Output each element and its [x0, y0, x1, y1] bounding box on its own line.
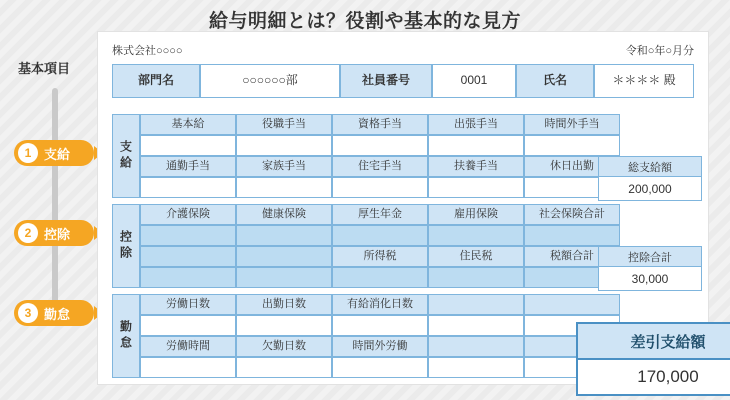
- payment-value-cell: [236, 177, 332, 198]
- payslip-sheet: [98, 32, 708, 384]
- deduction-value-cell: [524, 225, 620, 246]
- step-deduction-label: 控除: [44, 226, 71, 242]
- attendance-block: [112, 294, 620, 378]
- payment-value-cell: [332, 135, 428, 156]
- payment-header-cell: 休日出勤: [524, 156, 620, 177]
- payment-header-cell: 資格手当: [332, 114, 428, 135]
- deduction-total-box: [598, 246, 702, 291]
- gross-total-value: 200,000: [598, 177, 702, 201]
- employee-no-label: 社員番号: [340, 64, 432, 98]
- employee-info-row: [112, 64, 694, 98]
- deduction-value-cell: [140, 225, 236, 246]
- attendance-header-cell: 出勤日数: [236, 294, 332, 315]
- attendance-header-cell: 欠勤日数: [236, 336, 332, 357]
- employee-no-value: 0001: [432, 64, 516, 98]
- payment-value-cell: [140, 177, 236, 198]
- deduction-total-value: 30,000: [598, 267, 702, 291]
- net-payment-box: [576, 322, 730, 396]
- attendance-value-cell: [332, 315, 428, 336]
- company-name: 株式会社○○○○: [112, 45, 183, 57]
- attendance-grid: [140, 294, 620, 378]
- name-value: ＊＊＊＊ 殿: [594, 64, 694, 98]
- department-value: ○○○○○○部: [200, 64, 340, 98]
- deduction-header-cell: [236, 246, 332, 267]
- name-label: 氏名: [516, 64, 594, 98]
- vertical-connector: [52, 88, 58, 320]
- payment-value-cell: [140, 135, 236, 156]
- step-deduction-pill: [14, 220, 94, 246]
- attendance-header-cell: 有給消化日数: [332, 294, 428, 315]
- deduction-header-cell: 所得税: [332, 246, 428, 267]
- deduction-block: [112, 204, 620, 288]
- payment-value-cell: [236, 135, 332, 156]
- step-attendance-label: 勤怠: [44, 306, 71, 322]
- attendance-value-cell: [236, 315, 332, 336]
- payment-grid: [140, 114, 620, 198]
- payment-header-cell: 家族手当: [236, 156, 332, 177]
- attendance-header-cell: [428, 294, 524, 315]
- attendance-header-cell: [428, 336, 524, 357]
- net-payment-value: 170,000: [637, 367, 699, 386]
- payment-header-cell: 基本給: [140, 114, 236, 135]
- deduction-header-cell: 介護保険: [140, 204, 236, 225]
- attendance-value-cell: [140, 315, 236, 336]
- deduction-header-cell: [140, 246, 236, 267]
- deduction-value-cell: [332, 267, 428, 288]
- step-attendance-number: 3: [18, 303, 38, 323]
- step-deduction-number: 2: [18, 223, 38, 243]
- payment-value-cell: [428, 135, 524, 156]
- gross-total-label: 総支給額: [598, 156, 702, 177]
- step-payment-label: 支給: [44, 146, 71, 162]
- attendance-side-label: 勤怠: [112, 294, 140, 378]
- payment-value-cell: [332, 177, 428, 198]
- payment-block: [112, 114, 620, 198]
- payment-value-cell: [524, 135, 620, 156]
- deduction-total-label: 控除合計: [598, 246, 702, 267]
- deduction-header-cell: 雇用保険: [428, 204, 524, 225]
- attendance-value-cell: [236, 357, 332, 378]
- payment-header-cell: 通勤手当: [140, 156, 236, 177]
- step-deduction[interactable]: [8, 220, 100, 246]
- payment-header-cell: 役職手当: [236, 114, 332, 135]
- attendance-value-cell: [428, 315, 524, 336]
- deduction-header-cell: 住民税: [428, 246, 524, 267]
- step-payment-pill: [14, 140, 94, 166]
- deduction-value-cell: [140, 267, 236, 288]
- deduction-value-cell: [428, 225, 524, 246]
- payment-side-label: 支給: [112, 114, 140, 198]
- deduction-header-cell: 厚生年金: [332, 204, 428, 225]
- left-step-column: [8, 61, 100, 358]
- gross-total-box: [598, 156, 702, 201]
- deduction-header-cell: 税額合計: [524, 246, 620, 267]
- deduction-side-label: 控除: [112, 204, 140, 288]
- step-attendance[interactable]: [8, 300, 100, 326]
- deduction-value-cell: [236, 225, 332, 246]
- department-label: 部門名: [112, 64, 200, 98]
- payment-header-cell: 住宅手当: [332, 156, 428, 177]
- deduction-value-cell: [428, 267, 524, 288]
- deduction-header-cell: 健康保険: [236, 204, 332, 225]
- deduction-value-cell: [236, 267, 332, 288]
- attendance-header-cell: [524, 294, 620, 315]
- attendance-header-cell: 労働日数: [140, 294, 236, 315]
- attendance-value-cell: [140, 357, 236, 378]
- net-payment-label: 差引支給額: [578, 324, 730, 360]
- payment-value-cell: [428, 177, 524, 198]
- basic-items-label: 基本項目: [18, 61, 71, 76]
- step-payment-number: 1: [18, 143, 38, 163]
- step-attendance-pill: [14, 300, 94, 326]
- deduction-grid: [140, 204, 620, 288]
- deduction-value-cell: [332, 225, 428, 246]
- deduction-header-cell: 社会保険合計: [524, 204, 620, 225]
- page-title: 給与明細とは？役割や基本的な見方: [208, 11, 521, 32]
- attendance-header-cell: 労働時間: [140, 336, 236, 357]
- attendance-value-cell: [428, 357, 524, 378]
- pay-period: 令和○年○月分: [625, 45, 694, 57]
- payment-header-cell: 出張手当: [428, 114, 524, 135]
- attendance-header-cell: 時間外労働: [332, 336, 428, 357]
- step-payment[interactable]: [8, 140, 100, 166]
- payment-header-cell: 扶養手当: [428, 156, 524, 177]
- attendance-value-cell: [332, 357, 428, 378]
- payment-header-cell: 時間外手当: [524, 114, 620, 135]
- sheet-header: [112, 42, 694, 60]
